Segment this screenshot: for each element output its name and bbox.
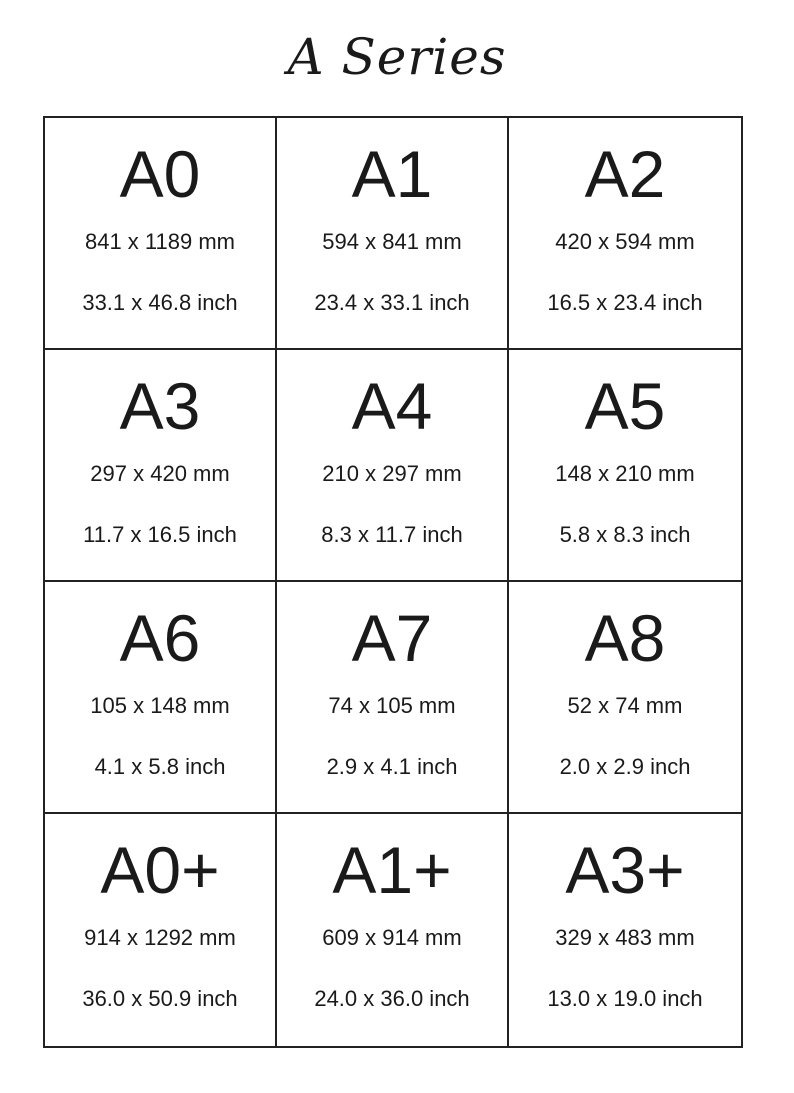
size-inch: 23.4 x 33.1 inch bbox=[314, 290, 470, 315]
size-cell-a0 bbox=[45, 118, 277, 350]
paper-size-grid bbox=[43, 116, 743, 1048]
size-mm: 52 x 74 mm bbox=[567, 693, 683, 718]
size-name: A5 bbox=[584, 369, 666, 443]
size-name: A1+ bbox=[332, 833, 452, 907]
size-mm: 420 x 594 mm bbox=[555, 229, 695, 254]
size-name: A4 bbox=[351, 369, 433, 443]
size-name: A3+ bbox=[565, 833, 685, 907]
size-inch: 5.8 x 8.3 inch bbox=[559, 522, 691, 547]
size-name: A1 bbox=[351, 137, 433, 211]
size-mm: 841 x 1189 mm bbox=[84, 229, 235, 254]
size-inch: 4.1 x 5.8 inch bbox=[94, 754, 226, 779]
size-inch: 2.9 x 4.1 inch bbox=[326, 754, 458, 779]
size-cell-a2 bbox=[509, 118, 741, 350]
size-mm: 594 x 841 mm bbox=[322, 229, 462, 254]
page-title: A Series bbox=[287, 28, 507, 86]
size-mm: 297 x 420 mm bbox=[90, 461, 230, 486]
size-cell-a3-plus bbox=[509, 814, 741, 1046]
size-inch: 33.1 x 46.8 inch bbox=[82, 290, 238, 315]
size-inch: 16.5 x 23.4 inch bbox=[547, 290, 703, 315]
size-cell-a8 bbox=[509, 582, 741, 814]
size-cell-a4 bbox=[277, 350, 509, 582]
size-cell-a6 bbox=[45, 582, 277, 814]
size-mm: 210 x 297 mm bbox=[322, 461, 462, 486]
size-name: A6 bbox=[119, 601, 201, 675]
size-name: A8 bbox=[584, 601, 666, 675]
size-cell-a0-plus bbox=[45, 814, 277, 1046]
size-inch: 24.0 x 36.0 inch bbox=[314, 986, 470, 1011]
size-mm: 105 x 148 mm bbox=[90, 693, 230, 718]
size-inch: 13.0 x 19.0 inch bbox=[547, 986, 703, 1011]
size-mm: 609 x 914 mm bbox=[322, 925, 462, 950]
size-name: A0+ bbox=[100, 833, 220, 907]
size-mm: 914 x 1292 mm bbox=[84, 925, 236, 950]
size-mm: 329 x 483 mm bbox=[555, 925, 695, 950]
size-inch: 2.0 x 2.9 inch bbox=[559, 754, 691, 779]
size-cell-a5 bbox=[509, 350, 741, 582]
size-cell-a3 bbox=[45, 350, 277, 582]
size-inch: 36.0 x 50.9 inch bbox=[82, 986, 238, 1011]
size-mm: 74 x 105 mm bbox=[328, 693, 456, 718]
size-name: A2 bbox=[584, 137, 666, 211]
size-cell-a1-plus bbox=[277, 814, 509, 1046]
size-name: A7 bbox=[351, 601, 433, 675]
size-name: A3 bbox=[119, 369, 201, 443]
size-inch: 11.7 x 16.5 inch bbox=[83, 522, 237, 547]
size-mm: 148 x 210 mm bbox=[555, 461, 695, 486]
size-cell-a1 bbox=[277, 118, 509, 350]
size-inch: 8.3 x 11.7 inch bbox=[321, 522, 463, 547]
size-name: A0 bbox=[119, 137, 201, 211]
size-cell-a7 bbox=[277, 582, 509, 814]
